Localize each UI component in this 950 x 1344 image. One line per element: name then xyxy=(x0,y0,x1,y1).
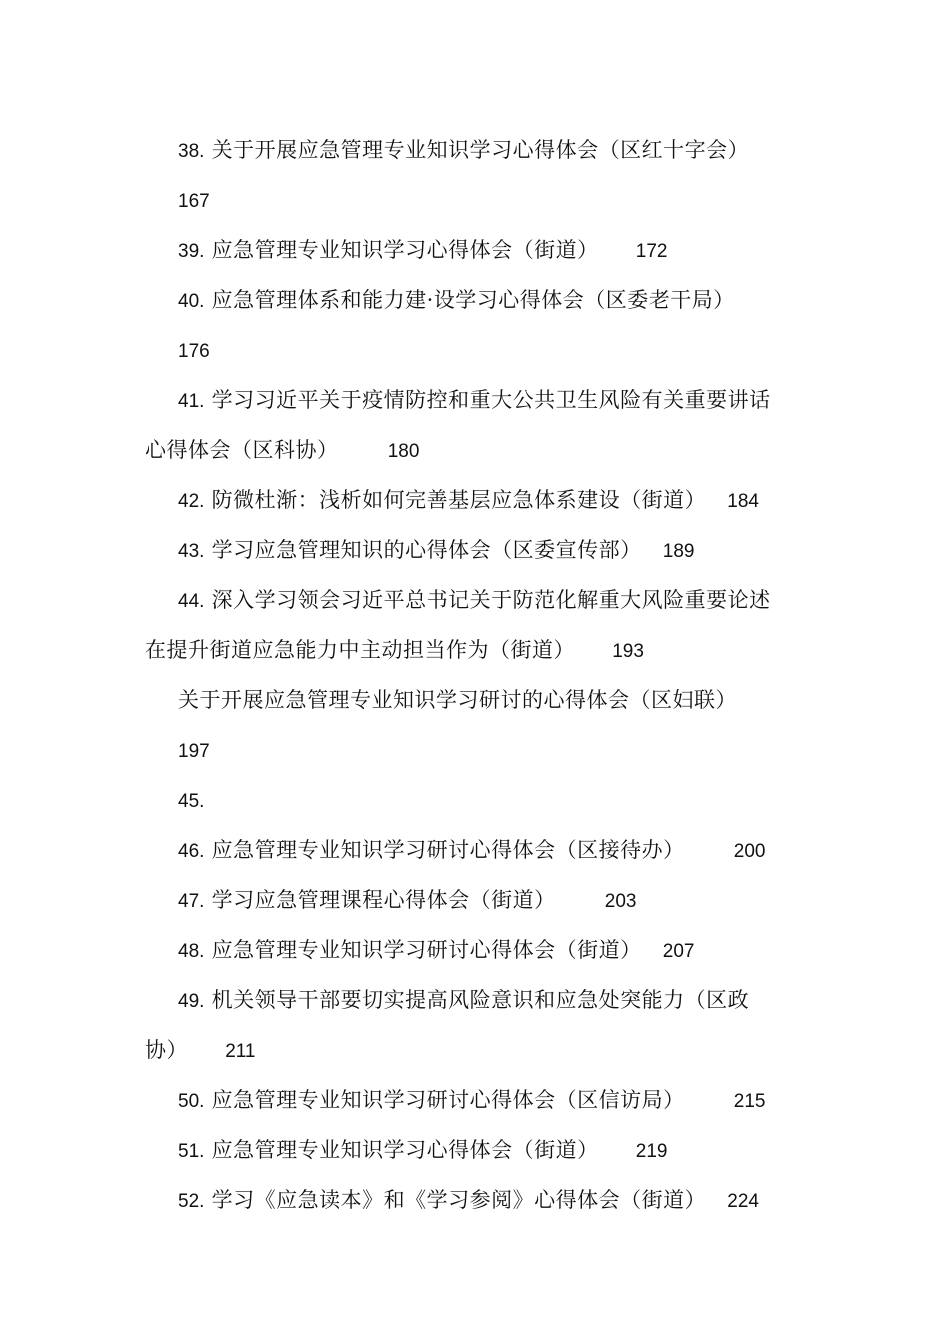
toc-entry-41-continuation xyxy=(145,430,419,470)
toc-entry-48[interactable] xyxy=(178,930,695,970)
toc-entry-46[interactable] xyxy=(178,830,766,870)
toc-entry-49-continuation xyxy=(145,1030,255,1070)
entry-page-number: 203 xyxy=(604,891,637,912)
entry-title: 应急管理专业知识学习心得体会（街道） xyxy=(211,1138,599,1162)
entry-page-number: 219 xyxy=(635,1141,668,1162)
entry-number: 43. xyxy=(178,541,205,562)
entry-page-number: 172 xyxy=(635,241,668,262)
toc-entry-50[interactable] xyxy=(178,1080,766,1120)
toc-entry-38[interactable] xyxy=(178,130,749,170)
toc-entry-38-page-line xyxy=(178,180,210,220)
toc-entry-45 xyxy=(178,780,204,820)
entry-title: 学习应急管理课程心得体会（街道） xyxy=(211,888,556,912)
entry-title: 学习应急管理知识的心得体会（区委宣传部） xyxy=(211,538,642,562)
toc-entry-51[interactable] xyxy=(178,1130,668,1170)
entry-number: 44. xyxy=(178,591,205,612)
toc-entry-42[interactable] xyxy=(178,480,759,520)
toc-entry-44-continuation xyxy=(145,630,644,670)
entry-title: 应急管理专业知识学习研讨心得体会（区信访局） xyxy=(211,1088,685,1112)
entry-title: 学习习近平关于疫情防控和重大公共卫生风险有关重要讲话 xyxy=(211,388,771,412)
toc-entry-49[interactable] xyxy=(178,980,749,1020)
entry-number: 42. xyxy=(178,491,205,512)
toc-entry-unnumbered-page-line xyxy=(178,730,210,770)
toc-entry-47[interactable] xyxy=(178,880,637,920)
toc-entry-40-page-line xyxy=(178,330,210,370)
entry-title: 应急管理体系和能力建·设学习心得体会（区委老干局） xyxy=(211,288,735,312)
entry-title-continuation: 在提升街道应急能力中主动担当作为（街道） xyxy=(145,638,575,662)
entry-page-number: 211 xyxy=(225,1041,256,1062)
entry-number: 47. xyxy=(178,891,205,912)
entry-title: 关于开展应急管理专业知识学习心得体会（区红十字会） xyxy=(211,138,750,162)
toc-entry-52[interactable] xyxy=(178,1180,759,1220)
entry-page-number: 207 xyxy=(662,941,695,962)
entry-page-number: 176 xyxy=(178,341,210,362)
entry-title: 深入学习领会习近平总书记关于防范化解重大风险重要论述 xyxy=(211,588,771,612)
entry-number: 48. xyxy=(178,941,205,962)
toc-entry-40[interactable] xyxy=(178,280,735,320)
toc-entry-39[interactable] xyxy=(178,230,668,270)
toc-entry-unnumbered[interactable] xyxy=(178,680,737,720)
entry-number: 52. xyxy=(178,1191,205,1212)
entry-page-number: 167 xyxy=(178,191,210,212)
entry-number: 50. xyxy=(178,1091,205,1112)
entry-number: 46. xyxy=(178,841,205,862)
toc-entry-43[interactable] xyxy=(178,530,695,570)
entry-title: 学习《应急读本》和《学习参阅》心得体会（街道） xyxy=(211,1188,707,1212)
entry-title: 关于开展应急管理专业知识学习研讨的心得体会（区妇联） xyxy=(178,688,737,712)
entry-number: 39. xyxy=(178,241,205,262)
entry-page-number: 197 xyxy=(178,741,210,762)
entry-page-number: 200 xyxy=(733,841,766,862)
entry-title-continuation: 协） xyxy=(145,1038,188,1062)
entry-page-number: 189 xyxy=(662,541,695,562)
entry-title-continuation: 心得体会（区科协） xyxy=(145,438,339,462)
entry-page-number: 184 xyxy=(727,491,759,512)
entry-number: 51. xyxy=(178,1141,205,1162)
entry-number: 40. xyxy=(178,291,205,312)
entry-number: 41. xyxy=(178,391,205,412)
entry-number: 38. xyxy=(178,141,205,162)
entry-page-number: 215 xyxy=(733,1091,766,1112)
entry-number: 45. xyxy=(178,791,205,812)
entry-title: 机关领导干部要切实提高风险意识和应急处突能力（区政 xyxy=(211,988,750,1012)
entry-title: 应急管理专业知识学习心得体会（街道） xyxy=(211,238,599,262)
entry-title: 防微杜渐：浅析如何完善基层应急体系建设（街道） xyxy=(211,488,707,512)
entry-page-number: 193 xyxy=(612,641,644,662)
entry-page-number: 180 xyxy=(387,441,420,462)
toc-entry-44[interactable] xyxy=(178,580,771,620)
entry-number: 49. xyxy=(178,991,205,1012)
entry-page-number: 224 xyxy=(727,1191,759,1212)
toc-entry-41[interactable] xyxy=(178,380,771,420)
entry-title: 应急管理专业知识学习研讨心得体会（区接待办） xyxy=(211,838,685,862)
entry-title: 应急管理专业知识学习研讨心得体会（街道） xyxy=(211,938,642,962)
